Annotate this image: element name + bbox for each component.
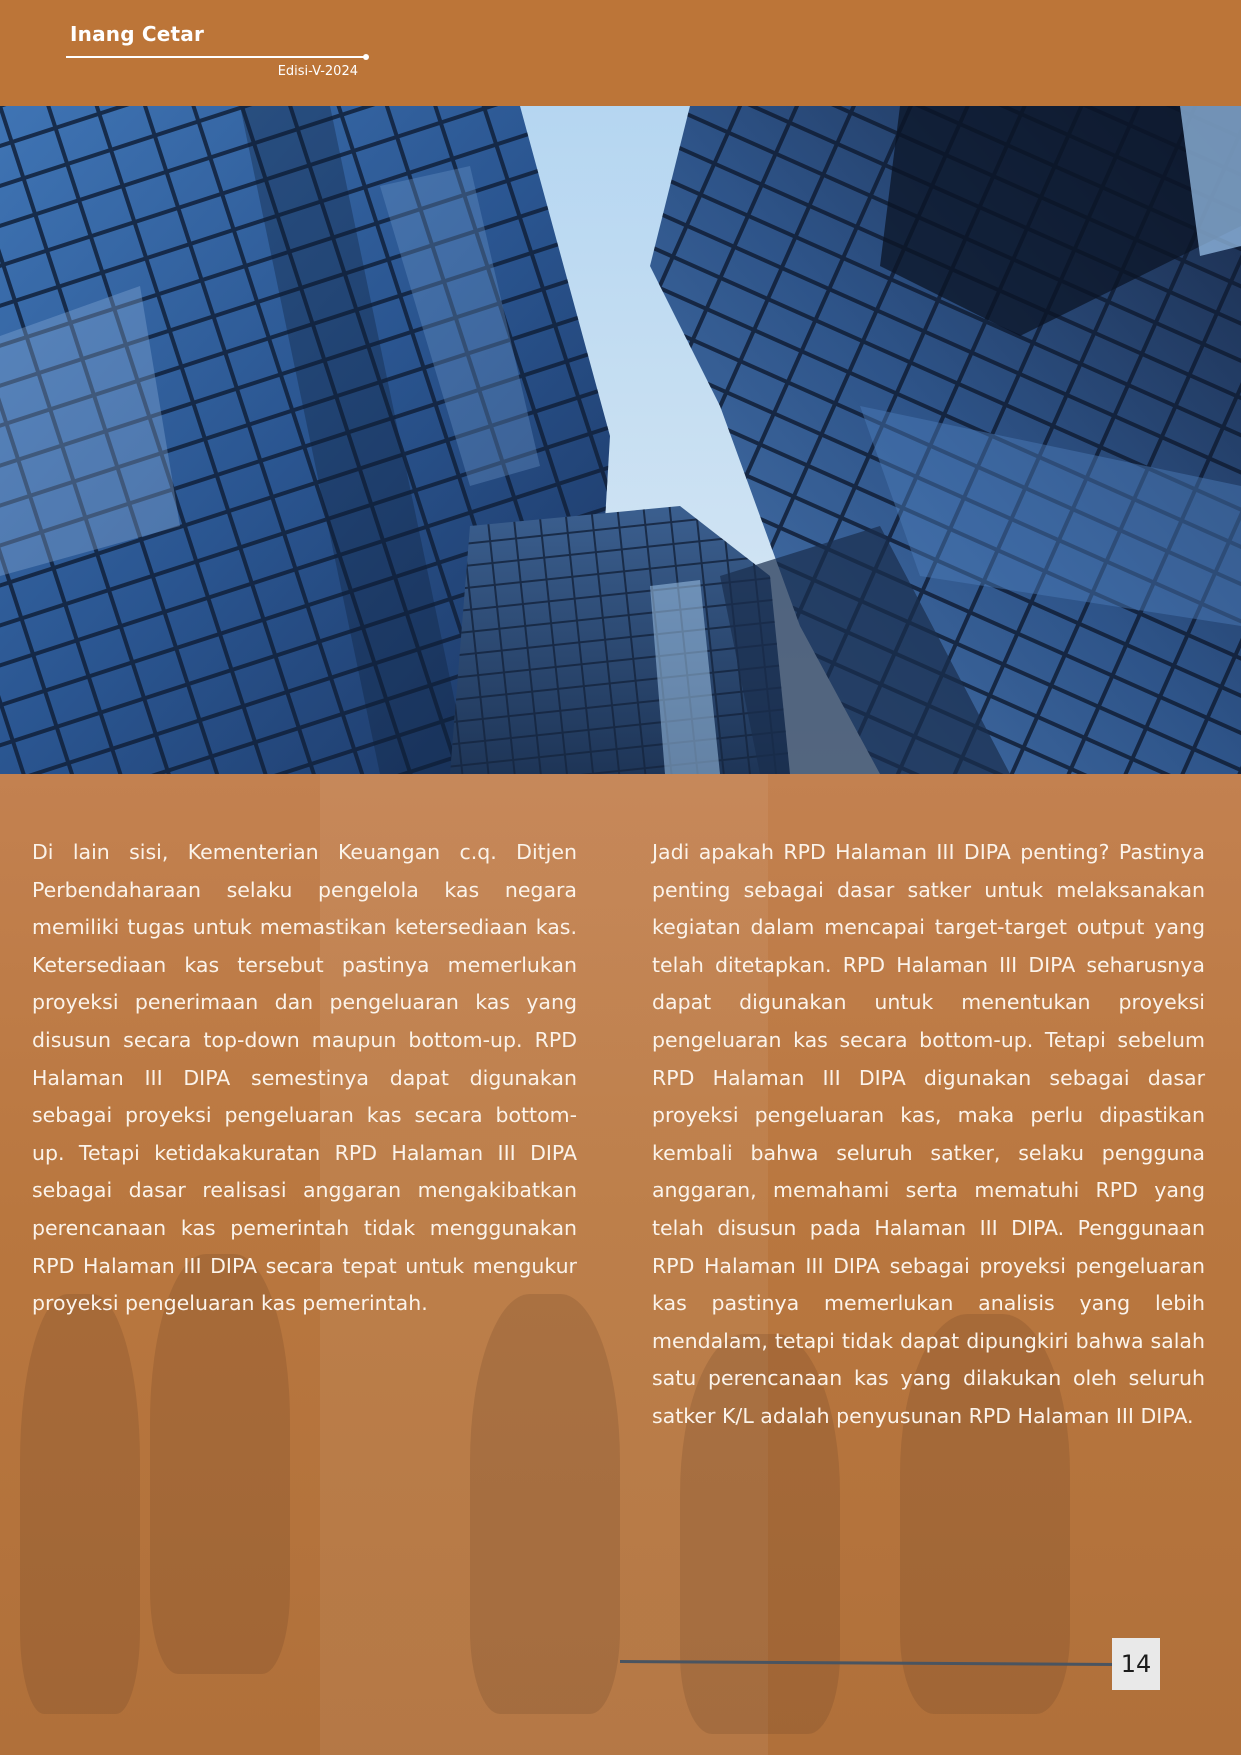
header-divider: [66, 56, 366, 58]
skyscrapers-illustration: [0, 106, 1241, 774]
hero-image: [0, 106, 1241, 774]
article-body: [0, 774, 1241, 1755]
article-column-left: Di lain sisi, Kementerian Keuangan c.q. Ditjen Perbendaharaan selaku pengelola kas negara memiliki tugas untuk memastikan ketersediaan kas. Ketersediaan kas tersebut pastinya memerlukan proyeksi penerimaan dan pengeluaran kas yang disusun secara top-down maupun bottom-up. RPD Halaman III DIPA semestinya dapat digunakan sebagai proyeksi pengeluaran kas secara bottom-up. Tetapi ketidakakuratan RPD Halaman III DIPA sebagai dasar realisasi anggaran mengakibatkan perencanaan kas pemerintah tidak menggunakan RPD Halaman III DIPA secara tepat untuk mengukur proyeksi pengeluaran kas pemerintah.: [32, 840, 577, 1316]
magazine-title: Inang Cetar: [70, 22, 205, 46]
background-figure: [20, 1294, 140, 1714]
header-bar: [0, 0, 1241, 106]
background-figure: [470, 1294, 620, 1714]
article-column-right: Jadi apakah RPD Halaman III DIPA penting? Pastinya penting sebagai dasar satker untuk melaksanakan kegiatan dalam mencapai target-target output yang telah ditetapkan. RPD Halaman III DIPA seharusnya dapat digunakan untuk menentukan proyeksi pengeluaran kas secara bottom-up. Tetapi sebelum RPD Halaman III DIPA digunakan sebagai dasar proyeksi pengeluaran kas, maka perlu dipastikan kembali bahwa seluruh satker, selaku pengguna anggaran, memahami serta mematuhi RPD yang telah disusun pada Halaman III DIPA. Penggunaan RPD Halaman III DIPA sebagai proyeksi pengeluaran kas pastinya memerlukan analisis yang lebih mendalam, tetapi tidak dapat dipungkiri bahwa salah satu perencanaan kas yang dilakukan oleh seluruh satker K/L adalah penyusunan RPD Halaman III DIPA.: [652, 840, 1205, 1428]
header-divider-dot: [363, 54, 369, 60]
page-number: 14: [1112, 1638, 1160, 1690]
edition-label: Edisi-V-2024: [277, 64, 358, 79]
